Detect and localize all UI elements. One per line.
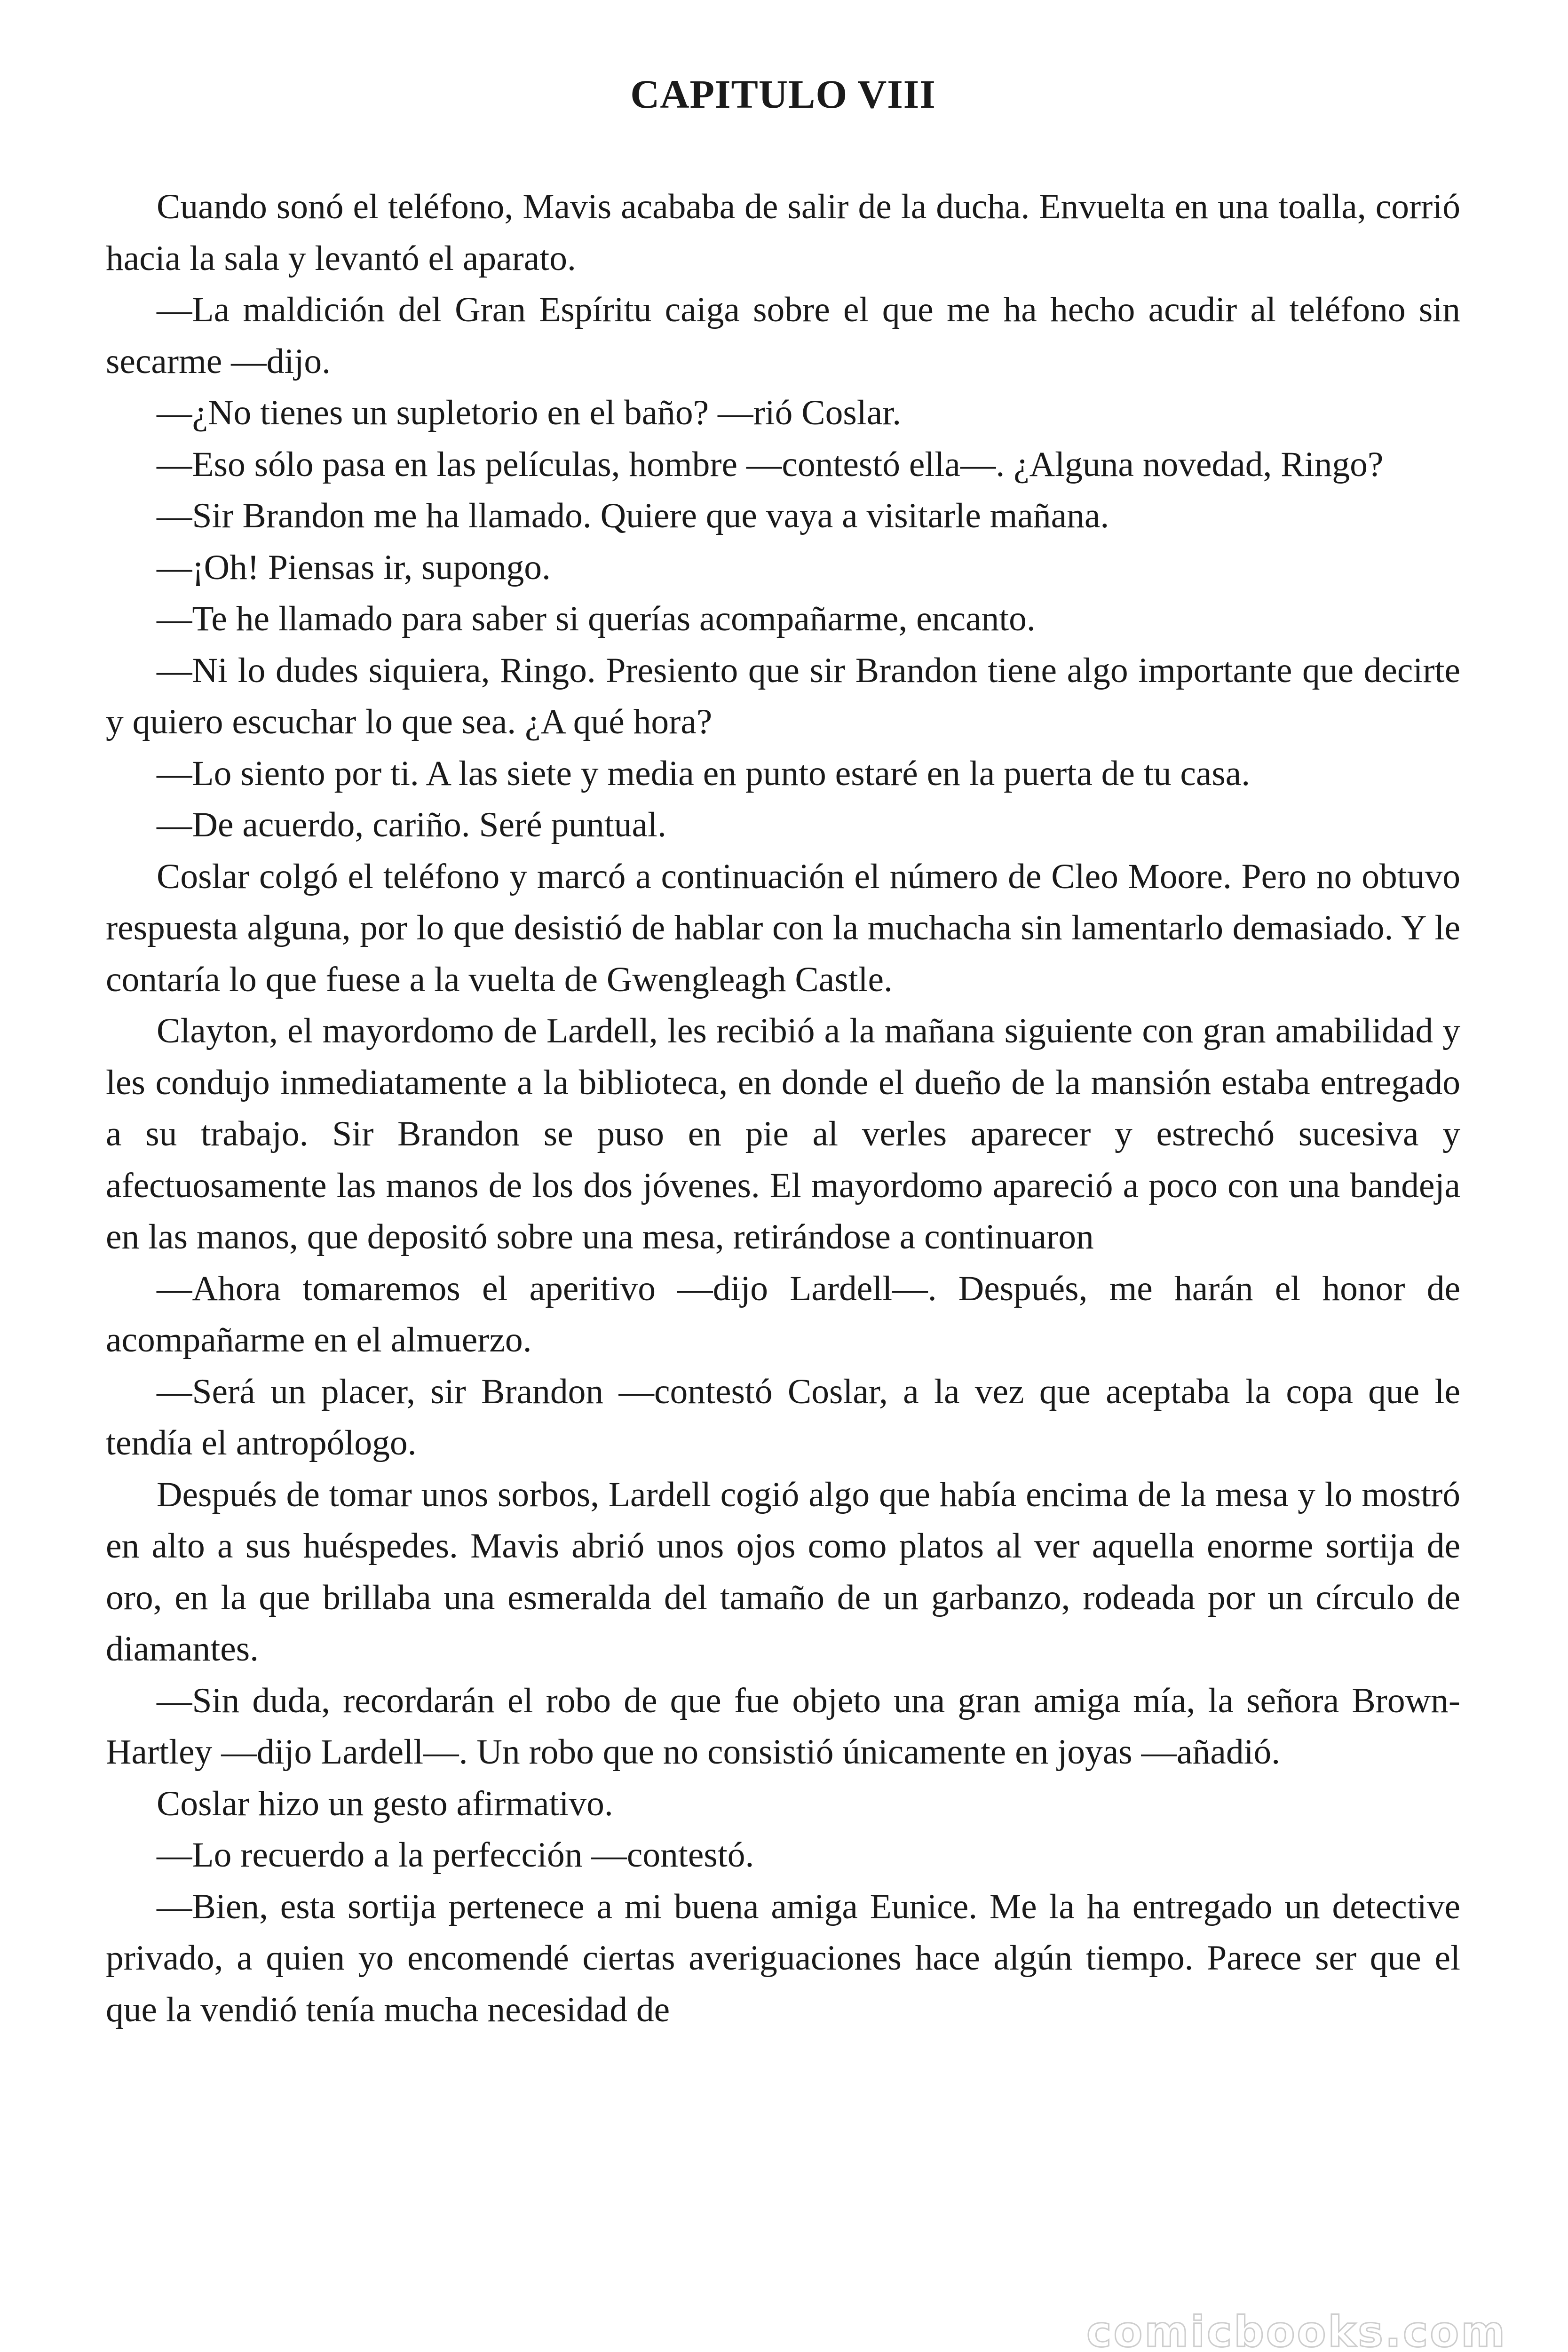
paragraph: Cuando sonó el teléfono, Mavis acababa de salir de la ducha. Envuelta en una toalla, corrió hacia la sala y levantó el aparato. (106, 187, 1460, 278)
paragraph: —Sin duda, recordarán el robo de que fue objeto una gran amiga mía, la señora Brown-Hartley —dijo Lardell—. Un robo que no consistió únicamente en joyas —añadió. (106, 1681, 1460, 1772)
paragraph: —¿No tienes un supletorio en el baño? —rió Coslar. (157, 393, 902, 432)
paragraph: —De acuerdo, cariño. Seré puntual. (157, 805, 666, 844)
paragraph: Clayton, el mayordomo de Lardell, les recibió a la mañana siguiente con gran amabilidad y les condujo inmediatamente a la biblioteca, en donde el dueño de la mansión estaba entregado a su trabajo. Sir Brandon se puso en pie al verles aparecer y estrechó sucesiva y afectuosamente las manos de los dos jóvenes. El mayordomo apareció a poco con una bandeja en las manos, que depositó sobre una mesa, retirándose a continuaron (106, 1011, 1460, 1256)
paragraph: —Lo siento por ti. A las siete y media en punto estaré en la puerta de tu casa. (157, 754, 1251, 793)
page (106, 0, 1460, 2035)
paragraph: —Ahora tomaremos el aperitivo —dijo Lardell—. Después, me harán el honor de acompañarme en el almuerzo. (106, 1269, 1460, 1359)
paragraph: —Eso sólo pasa en las películas, hombre —contestó ella—. ¿Alguna novedad, Ringo? (157, 445, 1384, 484)
paragraph: Coslar colgó el teléfono y marcó a continuación el número de Cleo Moore. Pero no obtuvo respuesta alguna, por lo que desistió de hablar con la muchacha sin lamentarlo demasiado. Y le contaría lo que fuese a la vuelta de Gwengleagh Castle. (106, 857, 1460, 999)
chapter-title: CAPITULO VIII (630, 72, 936, 117)
paragraph: Después de tomar unos sorbos, Lardell cogió algo que había encima de la mesa y lo mostró en alto a sus huéspedes. Mavis abrió unos ojos como platos al ver aquella enorme sortija de oro, en la que brillaba una esmeralda del tamaño de un garbanzo, rodeada por un círculo de diamantes. (106, 1475, 1460, 1669)
paragraph: —Te he llamado para saber si querías acompañarme, encanto. (157, 599, 1036, 638)
watermark: comicbooks.com (1086, 2307, 1507, 2352)
paragraph: Coslar hizo un gesto afirmativo. (157, 1784, 613, 1823)
paragraph: —¡Oh! Piensas ir, supongo. (157, 548, 551, 587)
body-text (106, 181, 1460, 2035)
paragraph: —Ni lo dudes siquiera, Ringo. Presiento que sir Brandon tiene algo importante que decirte y quiero escuchar lo que sea. ¿A qué hora? (106, 651, 1460, 741)
paragraph: —Bien, esta sortija pertenece a mi buena amiga Eunice. Me la ha entregado un detective privado, a quien yo encomendé ciertas averiguaciones hace algún tiempo. Parece ser que el que la vendió tenía mucha necesidad de (106, 1887, 1460, 2029)
paragraph: —Será un placer, sir Brandon —contestó Coslar, a la vez que aceptaba la copa que le tendía el antropólogo. (106, 1372, 1460, 1462)
paragraph: —Sir Brandon me ha llamado. Quiere que vaya a visitarle mañana. (157, 496, 1109, 535)
paragraph: —Lo recuerdo a la perfección —contestó. (157, 1836, 754, 1875)
paragraph: —La maldición del Gran Espíritu caiga sobre el que me ha hecho acudir al teléfono sin secarme —dijo. (106, 290, 1460, 381)
